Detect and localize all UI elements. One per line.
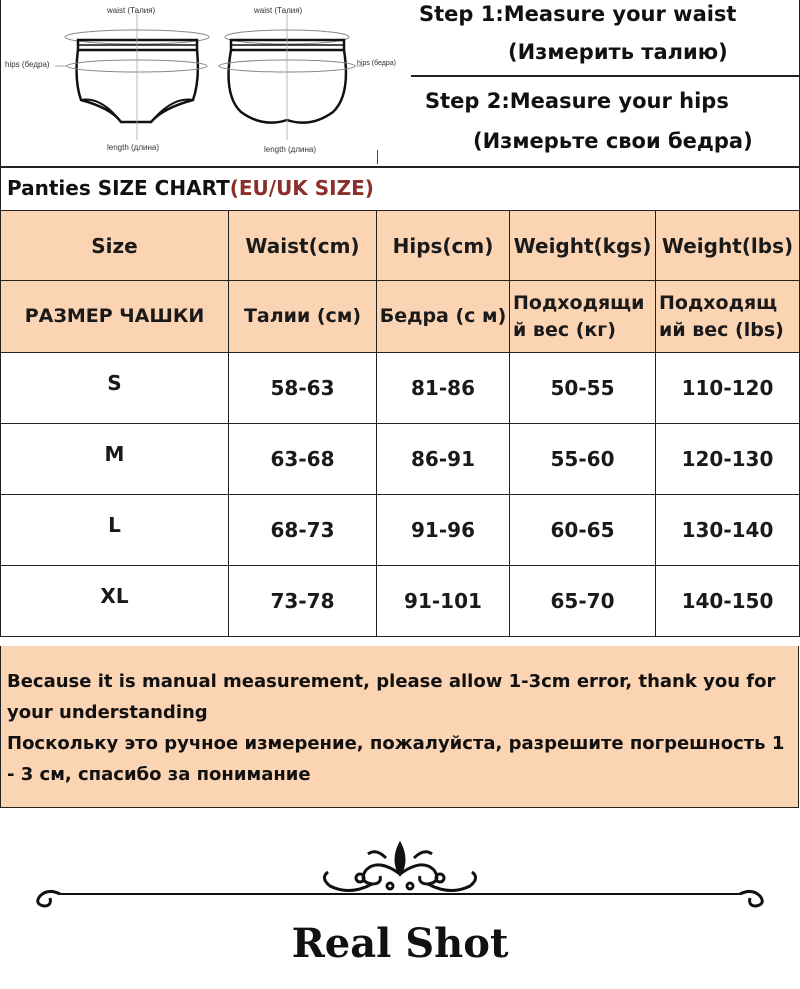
waist-cell: 73-78 bbox=[229, 566, 377, 637]
weight-lbs-cell: 140-150 bbox=[656, 566, 800, 637]
measurement-note bbox=[0, 646, 799, 808]
waist-label-right: waist (Талия) bbox=[254, 6, 303, 15]
header-weight-kgs-ru: Подходящи й вес (кг) bbox=[510, 281, 656, 353]
header-hips-ru: Бедра (с м) bbox=[377, 281, 510, 353]
header-weight-lbs-ru: Подходящ ий вес (lbs) bbox=[656, 281, 800, 353]
table-row bbox=[1, 424, 800, 495]
hips-cell: 86-91 bbox=[377, 424, 510, 495]
weight-kgs-cell: 50-55 bbox=[510, 353, 656, 424]
real-shot-title: Real Shot bbox=[291, 920, 509, 967]
table-row bbox=[1, 353, 800, 424]
length-label-right: length (длина) bbox=[264, 145, 317, 154]
header-row-en bbox=[1, 211, 800, 281]
step1-title: Step 1:Measure your waist bbox=[419, 2, 737, 26]
size-cell: XL bbox=[1, 566, 229, 637]
waist-cell: 63-68 bbox=[229, 424, 377, 495]
weight-kgs-cell: 65-70 bbox=[510, 566, 656, 637]
header-row-ru bbox=[1, 281, 800, 353]
header-weight-lbs: Weight(lbs) bbox=[656, 211, 800, 281]
header-waist-ru: Талии (см) bbox=[229, 281, 377, 353]
waist-label-left: waist (Талия) bbox=[107, 6, 156, 15]
panties-front-icon bbox=[1, 0, 377, 164]
steps-divider bbox=[411, 75, 800, 77]
size-cell: M bbox=[1, 424, 229, 495]
header-weight-kgs: Weight(kgs) bbox=[510, 211, 656, 281]
hips-cell: 91-96 bbox=[377, 495, 510, 566]
waist-cell: 68-73 bbox=[229, 495, 377, 566]
step2-subtitle: (Измерьте свои бедра) bbox=[473, 129, 753, 153]
note-en: Because it is manual measurement, please allow 1-3cm error, thank you for your understanding bbox=[7, 671, 776, 723]
size-cell: S bbox=[1, 353, 229, 424]
weight-lbs-cell: 130-140 bbox=[656, 495, 800, 566]
panties-measure-diagram bbox=[1, 0, 396, 164]
chart-title bbox=[0, 166, 800, 211]
hips-cell: 81-86 bbox=[377, 353, 510, 424]
step1-subtitle: (Измерить талию) bbox=[508, 40, 728, 64]
header-waist: Waist(cm) bbox=[229, 211, 377, 281]
diagram-divider bbox=[377, 150, 378, 164]
length-label-left: length (длина) bbox=[107, 143, 160, 152]
step2-title: Step 2:Measure your hips bbox=[425, 89, 729, 113]
size-chart-table bbox=[0, 210, 800, 637]
table-row bbox=[1, 495, 800, 566]
weight-lbs-cell: 120-130 bbox=[656, 424, 800, 495]
header-size-ru: РАЗМЕР ЧАШКИ bbox=[1, 281, 229, 353]
weight-kgs-cell: 55-60 bbox=[510, 424, 656, 495]
note-ru: Поскольку это ручное измерение, пожалуйста, разрешите погрешность 1 - 3 см, спасибо за понимание bbox=[7, 733, 785, 785]
chart-title-sub: (EU/UK SIZE) bbox=[229, 176, 374, 200]
table-row bbox=[1, 566, 800, 637]
flourish-divider-icon bbox=[30, 836, 770, 916]
header-size: Size bbox=[1, 211, 229, 281]
header-hips: Hips(cm) bbox=[377, 211, 510, 281]
weight-kgs-cell: 60-65 bbox=[510, 495, 656, 566]
size-cell: L bbox=[1, 495, 229, 566]
waist-cell: 58-63 bbox=[229, 353, 377, 424]
hips-cell: 91-101 bbox=[377, 566, 510, 637]
measure-guide bbox=[0, 0, 800, 166]
chart-title-main: Panties SIZE CHART bbox=[7, 176, 230, 200]
hips-label-right: hips (бедра) bbox=[357, 60, 396, 67]
hips-label-left: hips (бедра) bbox=[5, 60, 50, 69]
weight-lbs-cell: 110-120 bbox=[656, 353, 800, 424]
